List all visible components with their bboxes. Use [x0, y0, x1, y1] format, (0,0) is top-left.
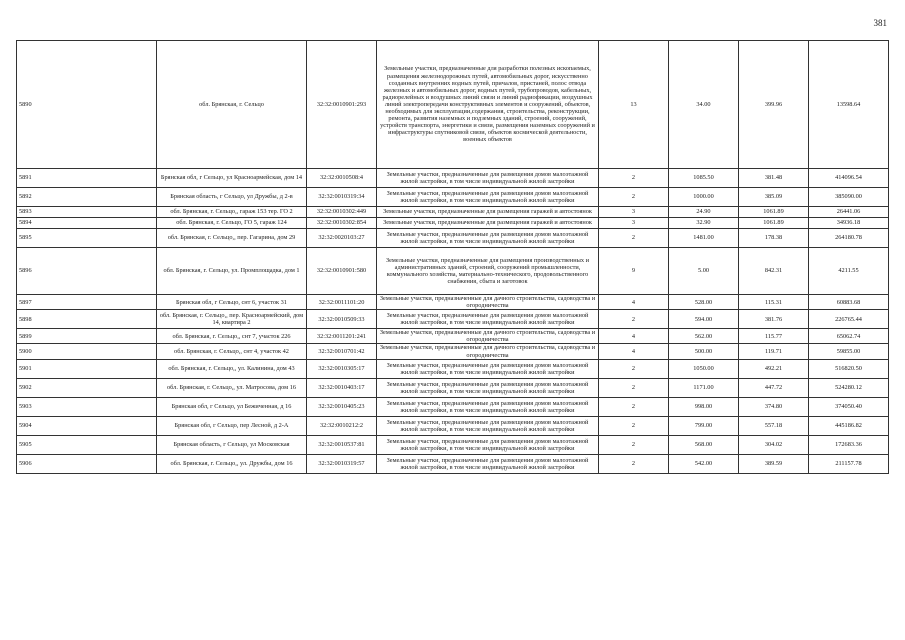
- land-use-cell: Земельные участки, предназначенные для размещения домов малоэтажной жилой застройки, в том числе индивидуальной жилой застройки: [377, 397, 599, 416]
- cadastral-number-cell: 32:32:0010403:17: [307, 378, 377, 397]
- cadastral-number-cell: 32:32:0011201:241: [307, 329, 377, 344]
- area-cell: 542.00: [669, 454, 739, 473]
- cadastral-number-cell: 32:32:0010901:293: [307, 41, 377, 169]
- cadastral-value-cell: 414096.54: [809, 169, 889, 188]
- table-row: [17, 207, 889, 218]
- land-use-cell: Земельные участки, предназначенные для разработки полезных ископаемых, размещения железнодорожных путей, автомобильных дорог, искусственно созданных внутренних водных путей, причалов, пристаней, полос отвода железных и автомобильных дорог, водных путей, трубопроводов, кабельных, радиорелейных и воздушных линий связи и линий радиофикации, воздушных линий электропередачи конструктивных элементов и сооружений, объектов, необходимых для эксплуатации,содержания, строительства, реконструкции, ремонта, развития наземных и подземных зданий, строений, сооружений, устройств транспорта, энергетики и связи, размещения наземных сооружений и инфраструктуры спутниковой связи, объектов космической деятельности, военных объектов: [377, 41, 599, 169]
- cadastral-value-cell: 65062.74: [809, 329, 889, 344]
- specific-value-cell: 842.31: [739, 248, 809, 295]
- specific-value-cell: 374.80: [739, 397, 809, 416]
- category-code-cell: 2: [599, 378, 669, 397]
- land-use-cell: Земельные участки, предназначенные для размещения гаражей и автостоянок: [377, 207, 599, 218]
- row-number: 5897: [17, 295, 157, 310]
- specific-value-cell: 492.21: [739, 359, 809, 378]
- cadastral-number-cell: 32:32:0010305:17: [307, 359, 377, 378]
- table-row: [17, 397, 889, 416]
- land-use-cell: Земельные участки, предназначенные для размещения производственных и административных зданий, строений, сооружений промышленности, коммунального хозяйства, материально-технического, продовольственного снабжения, сбыта и заготовок: [377, 248, 599, 295]
- address-cell: обл. Брянская, г. Сельцо,, пер. Гагарина, дом 29: [157, 229, 307, 248]
- specific-value-cell: 447.72: [739, 378, 809, 397]
- table-row: [17, 248, 889, 295]
- cadastral-number-cell: 32:32:0010701:42: [307, 344, 377, 359]
- category-code-cell: 2: [599, 359, 669, 378]
- address-cell: обл. Брянская, г. Сельцо,, ул. Дружбы, дом 16: [157, 454, 307, 473]
- address-cell: обл. Брянская, г. Сельцо,, пер. Красноармейский, дом 14, квартира 2: [157, 310, 307, 329]
- address-cell: Брянская обл, г Сельцо, снт 6, участок 31: [157, 295, 307, 310]
- specific-value-cell: 178.38: [739, 229, 809, 248]
- table-row: [17, 416, 889, 435]
- cadastral-number-cell: 32:32:0020103:27: [307, 229, 377, 248]
- address-cell: Брянская обл, г Сельцо, пер Лесной, д 2-А: [157, 416, 307, 435]
- specific-value-cell: 385.09: [739, 188, 809, 207]
- row-number: 5893: [17, 207, 157, 218]
- address-cell: Брянская обл, г Сельцо, ул Красноармейская, дом 14: [157, 169, 307, 188]
- specific-value-cell: 115.31: [739, 295, 809, 310]
- land-use-cell: Земельные участки, предназначенные для размещения домов малоэтажной жилой застройки, в том числе индивидуальной жилой застройки: [377, 416, 599, 435]
- page-number: 381: [873, 18, 887, 28]
- table-row: [17, 435, 889, 454]
- table-row: [17, 188, 889, 207]
- address-cell: Брянская обл, г Сельцо, ул Бежиченная, д 16: [157, 397, 307, 416]
- cadastral-value-cell: 4211.55: [809, 248, 889, 295]
- cadastral-number-cell: 32:32:0010901:580: [307, 248, 377, 295]
- category-code-cell: 2: [599, 188, 669, 207]
- area-cell: 568.00: [669, 435, 739, 454]
- table-row: [17, 295, 889, 310]
- cadastral-value-cell: 445186.82: [809, 416, 889, 435]
- row-number: 5890: [17, 41, 157, 169]
- category-code-cell: 2: [599, 229, 669, 248]
- area-cell: 1085.50: [669, 169, 739, 188]
- row-number: 5901: [17, 359, 157, 378]
- cadastral-value-table: [16, 40, 889, 474]
- cadastral-value-cell: 172683.36: [809, 435, 889, 454]
- cadastral-number-cell: 32:32:0010509:33: [307, 310, 377, 329]
- specific-value-cell: 389.59: [739, 454, 809, 473]
- land-use-cell: Земельные участки, предназначенные для размещения домов малоэтажной жилой застройки, в том числе индивидуальной жилой застройки: [377, 169, 599, 188]
- land-use-cell: Земельные участки, предназначенные для размещения домов малоэтажной жилой застройки, в том числе индивидуальной жилой застройки: [377, 229, 599, 248]
- cadastral-number-cell: 32:32:0010302:449: [307, 207, 377, 218]
- row-number: 5902: [17, 378, 157, 397]
- table-row: [17, 329, 889, 344]
- table-row: [17, 218, 889, 229]
- area-cell: 594.00: [669, 310, 739, 329]
- category-code-cell: 2: [599, 454, 669, 473]
- cadastral-value-cell: 226765.44: [809, 310, 889, 329]
- land-use-cell: Земельные участки, предназначенные для размещения домов малоэтажной жилой застройки, в том числе индивидуальной жилой застройки: [377, 378, 599, 397]
- address-cell: обл. Брянская, г. Сельцо, ГО 5, гараж 124: [157, 218, 307, 229]
- cadastral-number-cell: 32:32:0010508:4: [307, 169, 377, 188]
- category-code-cell: 4: [599, 329, 669, 344]
- area-cell: 528.00: [669, 295, 739, 310]
- row-number: 5892: [17, 188, 157, 207]
- land-use-cell: Земельные участки, предназначенные для размещения домов малоэтажной жилой застройки, в том числе индивидуальной жилой застройки: [377, 359, 599, 378]
- area-cell: 562.00: [669, 329, 739, 344]
- area-cell: 1050.00: [669, 359, 739, 378]
- cadastral-number-cell: 32:32:0010302:854: [307, 218, 377, 229]
- row-number: 5900: [17, 344, 157, 359]
- category-code-cell: 3: [599, 207, 669, 218]
- land-use-cell: Земельные участки, предназначенные для размещения гаражей и автостоянок: [377, 218, 599, 229]
- cadastral-value-cell: 516820.50: [809, 359, 889, 378]
- row-number: 5894: [17, 218, 157, 229]
- row-number: 5898: [17, 310, 157, 329]
- row-number: 5903: [17, 397, 157, 416]
- category-code-cell: 2: [599, 416, 669, 435]
- category-code-cell: 9: [599, 248, 669, 295]
- land-use-cell: Земельные участки, предназначенные для размещения домов малоэтажной жилой застройки, в том числе индивидуальной жилой застройки: [377, 310, 599, 329]
- row-number: 5899: [17, 329, 157, 344]
- row-number: 5891: [17, 169, 157, 188]
- address-cell: обл. Брянская, г. Сельцо,, снт 4, участок 42: [157, 344, 307, 359]
- specific-value-cell: 381.48: [739, 169, 809, 188]
- cadastral-value-cell: 385090.00: [809, 188, 889, 207]
- cadastral-number-cell: 32:32:0010405:23: [307, 397, 377, 416]
- cadastral-number-cell: 32:32:0010319:34: [307, 188, 377, 207]
- cadastral-value-cell: 34936.18: [809, 218, 889, 229]
- address-cell: Брянская область, г Сельцо, ул Дружбы, д 2-в: [157, 188, 307, 207]
- row-number: 5904: [17, 416, 157, 435]
- address-cell: обл. Брянская, г. Сельцо,, гараж 153 тер. ГО 2: [157, 207, 307, 218]
- specific-value-cell: 1061.89: [739, 218, 809, 229]
- land-use-cell: Земельные участки, предназначенные для размещения домов малоэтажной жилой застройки, в том числе индивидуальной жилой застройки: [377, 454, 599, 473]
- table-row: [17, 41, 889, 169]
- table-row: [17, 229, 889, 248]
- cadastral-value-cell: 59855.00: [809, 344, 889, 359]
- cadastral-number-cell: 32:32:0010537:81: [307, 435, 377, 454]
- address-cell: обл. Брянская, г. Сельцо: [157, 41, 307, 169]
- land-use-cell: Земельные участки, предназначенные для дачного строительства, садоводства и огородничества: [377, 344, 599, 359]
- land-use-cell: Земельные участки, предназначенные для дачного строительства, садоводства и огородничества: [377, 295, 599, 310]
- address-cell: обл. Брянская, г. Сельцо,, снт 7, участок 226: [157, 329, 307, 344]
- table-row: [17, 454, 889, 473]
- cadastral-value-cell: 524280.12: [809, 378, 889, 397]
- specific-value-cell: 557.18: [739, 416, 809, 435]
- table-row: [17, 378, 889, 397]
- area-cell: 1481.00: [669, 229, 739, 248]
- category-code-cell: 13: [599, 41, 669, 169]
- area-cell: 34.00: [669, 41, 739, 169]
- specific-value-cell: 1061.89: [739, 207, 809, 218]
- cadastral-value-cell: 13598.64: [809, 41, 889, 169]
- specific-value-cell: 381.76: [739, 310, 809, 329]
- category-code-cell: 2: [599, 310, 669, 329]
- cadastral-value-cell: 60883.68: [809, 295, 889, 310]
- category-code-cell: 2: [599, 397, 669, 416]
- cadastral-value-cell: 211157.78: [809, 454, 889, 473]
- table-row: [17, 169, 889, 188]
- address-cell: обл. Брянская, г. Сельцо,, ул. Матросова, дом 16: [157, 378, 307, 397]
- cadastral-number-cell: 32:32:0011101:20: [307, 295, 377, 310]
- category-code-cell: 4: [599, 344, 669, 359]
- land-use-cell: Земельные участки, предназначенные для размещения домов малоэтажной жилой застройки, в том числе индивидуальной жилой застройки: [377, 435, 599, 454]
- address-cell: обл. Брянская, г. Сельцо, ул. Промплощадка, дом 1: [157, 248, 307, 295]
- land-use-cell: Земельные участки, предназначенные для размещения домов малоэтажной жилой застройки, в том числе индивидуальной жилой застройки: [377, 188, 599, 207]
- cadastral-value-cell: 374050.40: [809, 397, 889, 416]
- address-cell: Брянская область, г Сельцо, ул Московская: [157, 435, 307, 454]
- cadastral-value-cell: 264180.78: [809, 229, 889, 248]
- area-cell: 1000.00: [669, 188, 739, 207]
- category-code-cell: 2: [599, 169, 669, 188]
- specific-value-cell: 119.71: [739, 344, 809, 359]
- row-number: 5895: [17, 229, 157, 248]
- area-cell: 998.00: [669, 397, 739, 416]
- area-cell: 24.90: [669, 207, 739, 218]
- cadastral-value-cell: 26441.06: [809, 207, 889, 218]
- address-cell: обл. Брянская, г. Сельцо,, ул. Калинина, дом 43: [157, 359, 307, 378]
- row-number: 5906: [17, 454, 157, 473]
- area-cell: 1171.00: [669, 378, 739, 397]
- land-use-cell: Земельные участки, предназначенные для дачного строительства, садоводства и огородничества: [377, 329, 599, 344]
- cadastral-number-cell: 32:32:0010319:57: [307, 454, 377, 473]
- table-row: [17, 310, 889, 329]
- category-code-cell: 2: [599, 435, 669, 454]
- table-row: [17, 359, 889, 378]
- cadastral-number-cell: 32:32:0010212:2: [307, 416, 377, 435]
- specific-value-cell: 115.77: [739, 329, 809, 344]
- row-number: 5896: [17, 248, 157, 295]
- table-row: [17, 344, 889, 359]
- specific-value-cell: 304.02: [739, 435, 809, 454]
- row-number: 5905: [17, 435, 157, 454]
- specific-value-cell: 399.96: [739, 41, 809, 169]
- area-cell: 799.00: [669, 416, 739, 435]
- area-cell: 32.90: [669, 218, 739, 229]
- category-code-cell: 3: [599, 218, 669, 229]
- area-cell: 500.00: [669, 344, 739, 359]
- area-cell: 5.00: [669, 248, 739, 295]
- category-code-cell: 4: [599, 295, 669, 310]
